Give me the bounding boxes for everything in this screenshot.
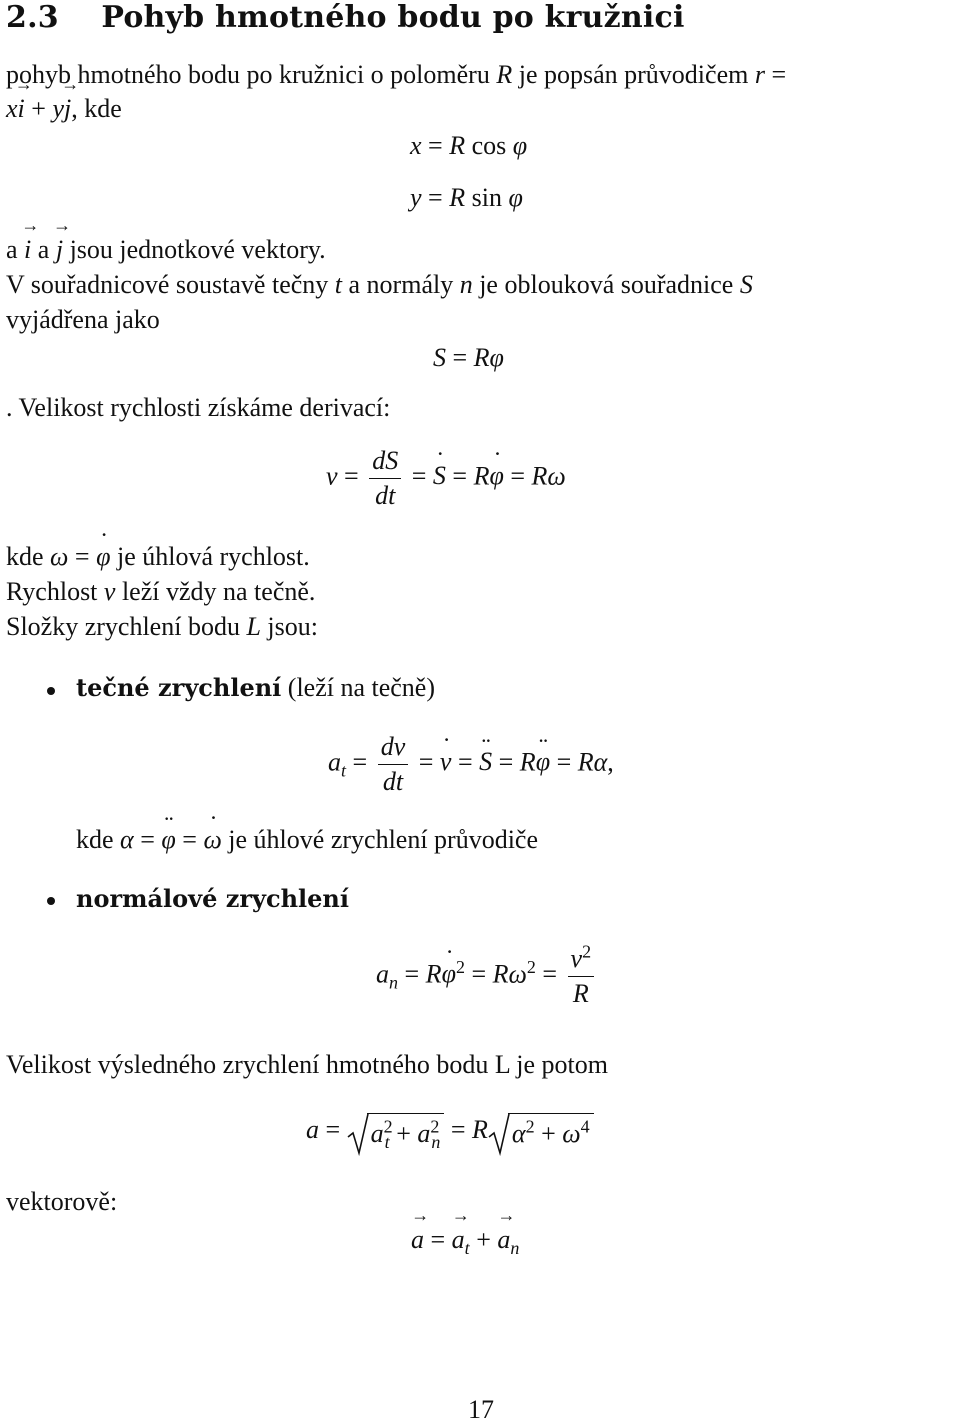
section-heading (6, 0, 685, 36)
bullet-tangential (47, 687, 55, 695)
section-number: 2.3 (6, 0, 59, 35)
components-line: Složky zrychlení bodu L jsou: (6, 612, 318, 641)
intro-line-2: x→ i + y→ j, kde (6, 91, 122, 126)
equation-y: y = R sin φ (410, 183, 523, 212)
tangential-label: tečné zrychlení (76, 673, 282, 702)
sqrt-angular: $\alpha^2 + \omega^4$ (488, 1113, 594, 1151)
equation-resultant: a = $a^2_t + a^2_n = R$ $\alpha^2 + \omega^4$ (306, 1112, 594, 1151)
equation-arc: S = Rφ (433, 343, 504, 372)
normal-label: normálové zrychlení (76, 884, 349, 913)
alpha-line: kde α = φ ¨ = ω ˙ je úhlové zrychlení průvodiče (76, 822, 538, 857)
fraction-ds-dt: $\frac{dS}{dt}$ (369, 446, 401, 511)
equation-x: x = R cos φ (410, 131, 528, 160)
vector-label: vektorově: (6, 1187, 118, 1216)
bullet-normal (47, 897, 55, 905)
equation-speed: v = $\frac{dS}{dt}$ = S ˙ = Rφ ˙ = Rω (326, 446, 566, 511)
fraction-v2-R: $\frac{v^2}{R}$ (568, 944, 595, 1009)
sqrt-components: $a^2_t + a^2_n$ (347, 1113, 445, 1151)
page-number: 17 (468, 1395, 494, 1424)
intro-line-1: pohyb hmotného bodu po kružnici o poloměru R je popsán průvodičem r = (6, 60, 787, 89)
equation-tangential: $a_t$ = $\frac{dv}{dt}$ = v ˙ = S ¨ = Rφ ¨ = Rα, (328, 732, 614, 797)
resultant-line: Velikost výsledného zrychlení hmotného bodu L je potom (6, 1050, 608, 1079)
section-title: Pohyb hmotného bodu po kružnici (101, 0, 685, 35)
fraction-dv-dt: $\frac{dv}{dt}$ (378, 732, 409, 797)
speed-intro: . Velikost rychlosti získáme derivací: (6, 393, 391, 422)
tangential-heading: tečné zrychlení (leží na tečně) (76, 673, 436, 702)
coord-line-1: V souřadnicové soustavě tečny t a normály n je oblouková souřadnice S (6, 270, 753, 299)
normal-heading (76, 881, 349, 916)
equation-vector: → a = → $a_t$ + → $a_n$ (411, 1222, 519, 1257)
speed-tangent-line: Rychlost v leží vždy na tečně. (6, 577, 316, 606)
coord-line-2: vyjádřena jako (6, 305, 160, 334)
unit-vectors-line: a → i a → j jsou jednotkové vektory. (6, 232, 326, 267)
omega-line: kde ω = φ ˙ je úhlová rychlost. (6, 539, 310, 574)
equation-normal: $a_n = R\varphi$ ˙$^2$ = $R\omega^2$ = $\frac{v^2}{R}$ (376, 944, 598, 1009)
